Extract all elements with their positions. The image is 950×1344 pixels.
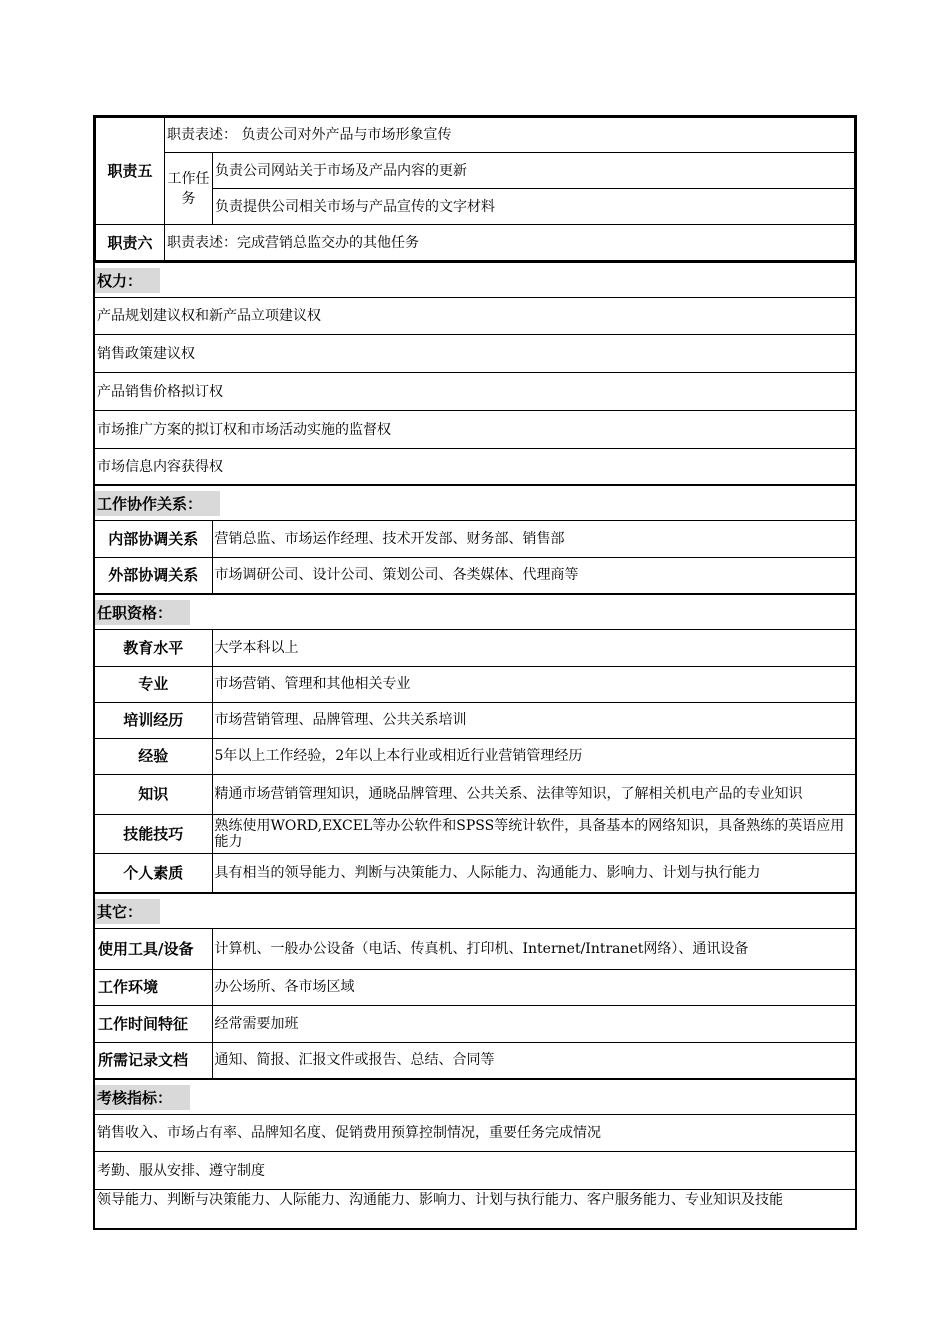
other-label: 所需记录文档 (95, 1042, 212, 1078)
table-row (95, 738, 855, 774)
table-row (95, 969, 855, 1005)
power-item: 市场推广方案的拟订权和市场活动实施的监督权 (95, 411, 855, 449)
qualification-label: 培训经历 (95, 702, 212, 738)
other-table (95, 929, 855, 1078)
qualifications-heading: 任职资格： (95, 600, 190, 625)
qualification-label: 经验 (95, 738, 212, 774)
table-row (95, 702, 855, 738)
qualifications-section (93, 593, 857, 892)
section-heading (95, 593, 855, 630)
qualification-value: 精通市场营销管理知识，通晓品牌管理、公共关系、法律等知识，了解相关机电产品的专业知识 (212, 774, 855, 814)
qualification-value: 市场营销、管理和其他相关专业 (212, 666, 855, 702)
table-row (95, 1005, 855, 1042)
qualification-label: 技能技巧 (95, 814, 212, 853)
qualification-value: 大学本科以上 (212, 630, 855, 666)
assessment-item: 考勤、服从安排、遵守制度 (95, 1152, 855, 1190)
qualification-value: 熟练使用WORD,EXCEL等办公软件和SPSS等统计软件，具备基本的网络知识，具备熟练的英语应用能力 (212, 814, 855, 853)
duties-table (95, 117, 855, 261)
job-description-sheet (93, 115, 857, 1230)
power-item: 销售政策建议权 (95, 335, 855, 373)
other-heading: 其它： (95, 899, 160, 924)
duty5-task-item: 负责公司网站关于市场及产品内容的更新 (213, 153, 855, 189)
section-heading (95, 261, 855, 298)
duty6-row (96, 225, 855, 261)
relations-table (95, 521, 855, 593)
other-label: 工作时间特征 (95, 1005, 212, 1042)
duty5-task-label: 工作任务 (165, 153, 213, 225)
duty5-task-row (96, 153, 855, 189)
section-heading (95, 484, 855, 521)
other-section (93, 892, 857, 1078)
table-row (95, 521, 855, 557)
assessment-heading: 考核指标： (95, 1085, 190, 1110)
section-heading (95, 1078, 855, 1115)
power-item: 市场信息内容获得权 (97, 458, 223, 475)
relations-heading: 工作协作关系： (95, 491, 220, 516)
duty5-desc-row (96, 118, 855, 153)
qualification-label: 教育水平 (95, 630, 212, 666)
table-row (95, 666, 855, 702)
qualification-label: 个人素质 (95, 853, 212, 892)
other-label: 使用工具/设备 (95, 929, 212, 969)
power-section (93, 261, 857, 484)
qualification-label: 知识 (95, 774, 212, 814)
duty5-task-item: 负责提供公司相关市场与产品宣传的文字材料 (213, 189, 855, 225)
other-value: 通知、简报、汇报文件或报告、总结、合同等 (212, 1042, 855, 1078)
assessment-item: 领导能力、判断与决策能力、人际能力、沟通能力、影响力、计划与执行能力、客户服务能力、专业知识及技能 (97, 1192, 783, 1208)
table-row (95, 929, 855, 969)
power-item: 产品规划建议权和新产品立项建议权 (95, 298, 855, 335)
other-value: 经常需要加班 (212, 1005, 855, 1042)
relation-value: 市场调研公司、设计公司、策划公司、各类媒体、代理商等 (212, 557, 855, 593)
qualification-label: 专业 (95, 666, 212, 702)
table-row (95, 853, 855, 892)
other-label: 工作环境 (95, 969, 212, 1005)
qualification-value: 具有相当的领导能力、判断与决策能力、人际能力、沟通能力、影响力、计划与执行能力 (212, 853, 855, 892)
qualification-value: 市场营销管理、品牌管理、公共关系培训 (212, 702, 855, 738)
power-heading: 权力： (95, 268, 160, 293)
power-item: 产品销售价格拟订权 (95, 373, 855, 411)
other-value: 计算机、一般办公设备（电话、传真机、打印机、Internet/Intranet网络）、通讯设备 (212, 929, 855, 969)
relation-label: 外部协调关系 (95, 557, 212, 593)
qualification-value: 5年以上工作经验，2年以上本行业或相近行业营销管理经历 (212, 738, 855, 774)
table-row (95, 557, 855, 593)
qualifications-table (95, 630, 855, 892)
section-heading (95, 892, 855, 929)
relations-section (93, 484, 857, 593)
duty6-label: 职责六 (96, 225, 165, 261)
relation-label: 内部协调关系 (95, 521, 212, 557)
assessment-section (93, 1078, 857, 1230)
relation-value: 营销总监、市场运作经理、技术开发部、财务部、销售部 (212, 521, 855, 557)
table-row (95, 1042, 855, 1078)
duty5-description: 职责表述： 负责公司对外产品与市场形象宣传 (165, 118, 855, 153)
table-row (95, 774, 855, 814)
duty6-description: 职责表述：完成营销总监交办的其他任务 (165, 225, 855, 261)
assessment-item: 销售收入、市场占有率、品牌知名度、促销费用预算控制情况，重要任务完成情况 (95, 1115, 855, 1152)
table-row (95, 630, 855, 666)
duty5-label: 职责五 (96, 118, 165, 225)
table-row (95, 814, 855, 853)
duties-block (93, 115, 857, 261)
other-value: 办公场所、各市场区域 (212, 969, 855, 1005)
